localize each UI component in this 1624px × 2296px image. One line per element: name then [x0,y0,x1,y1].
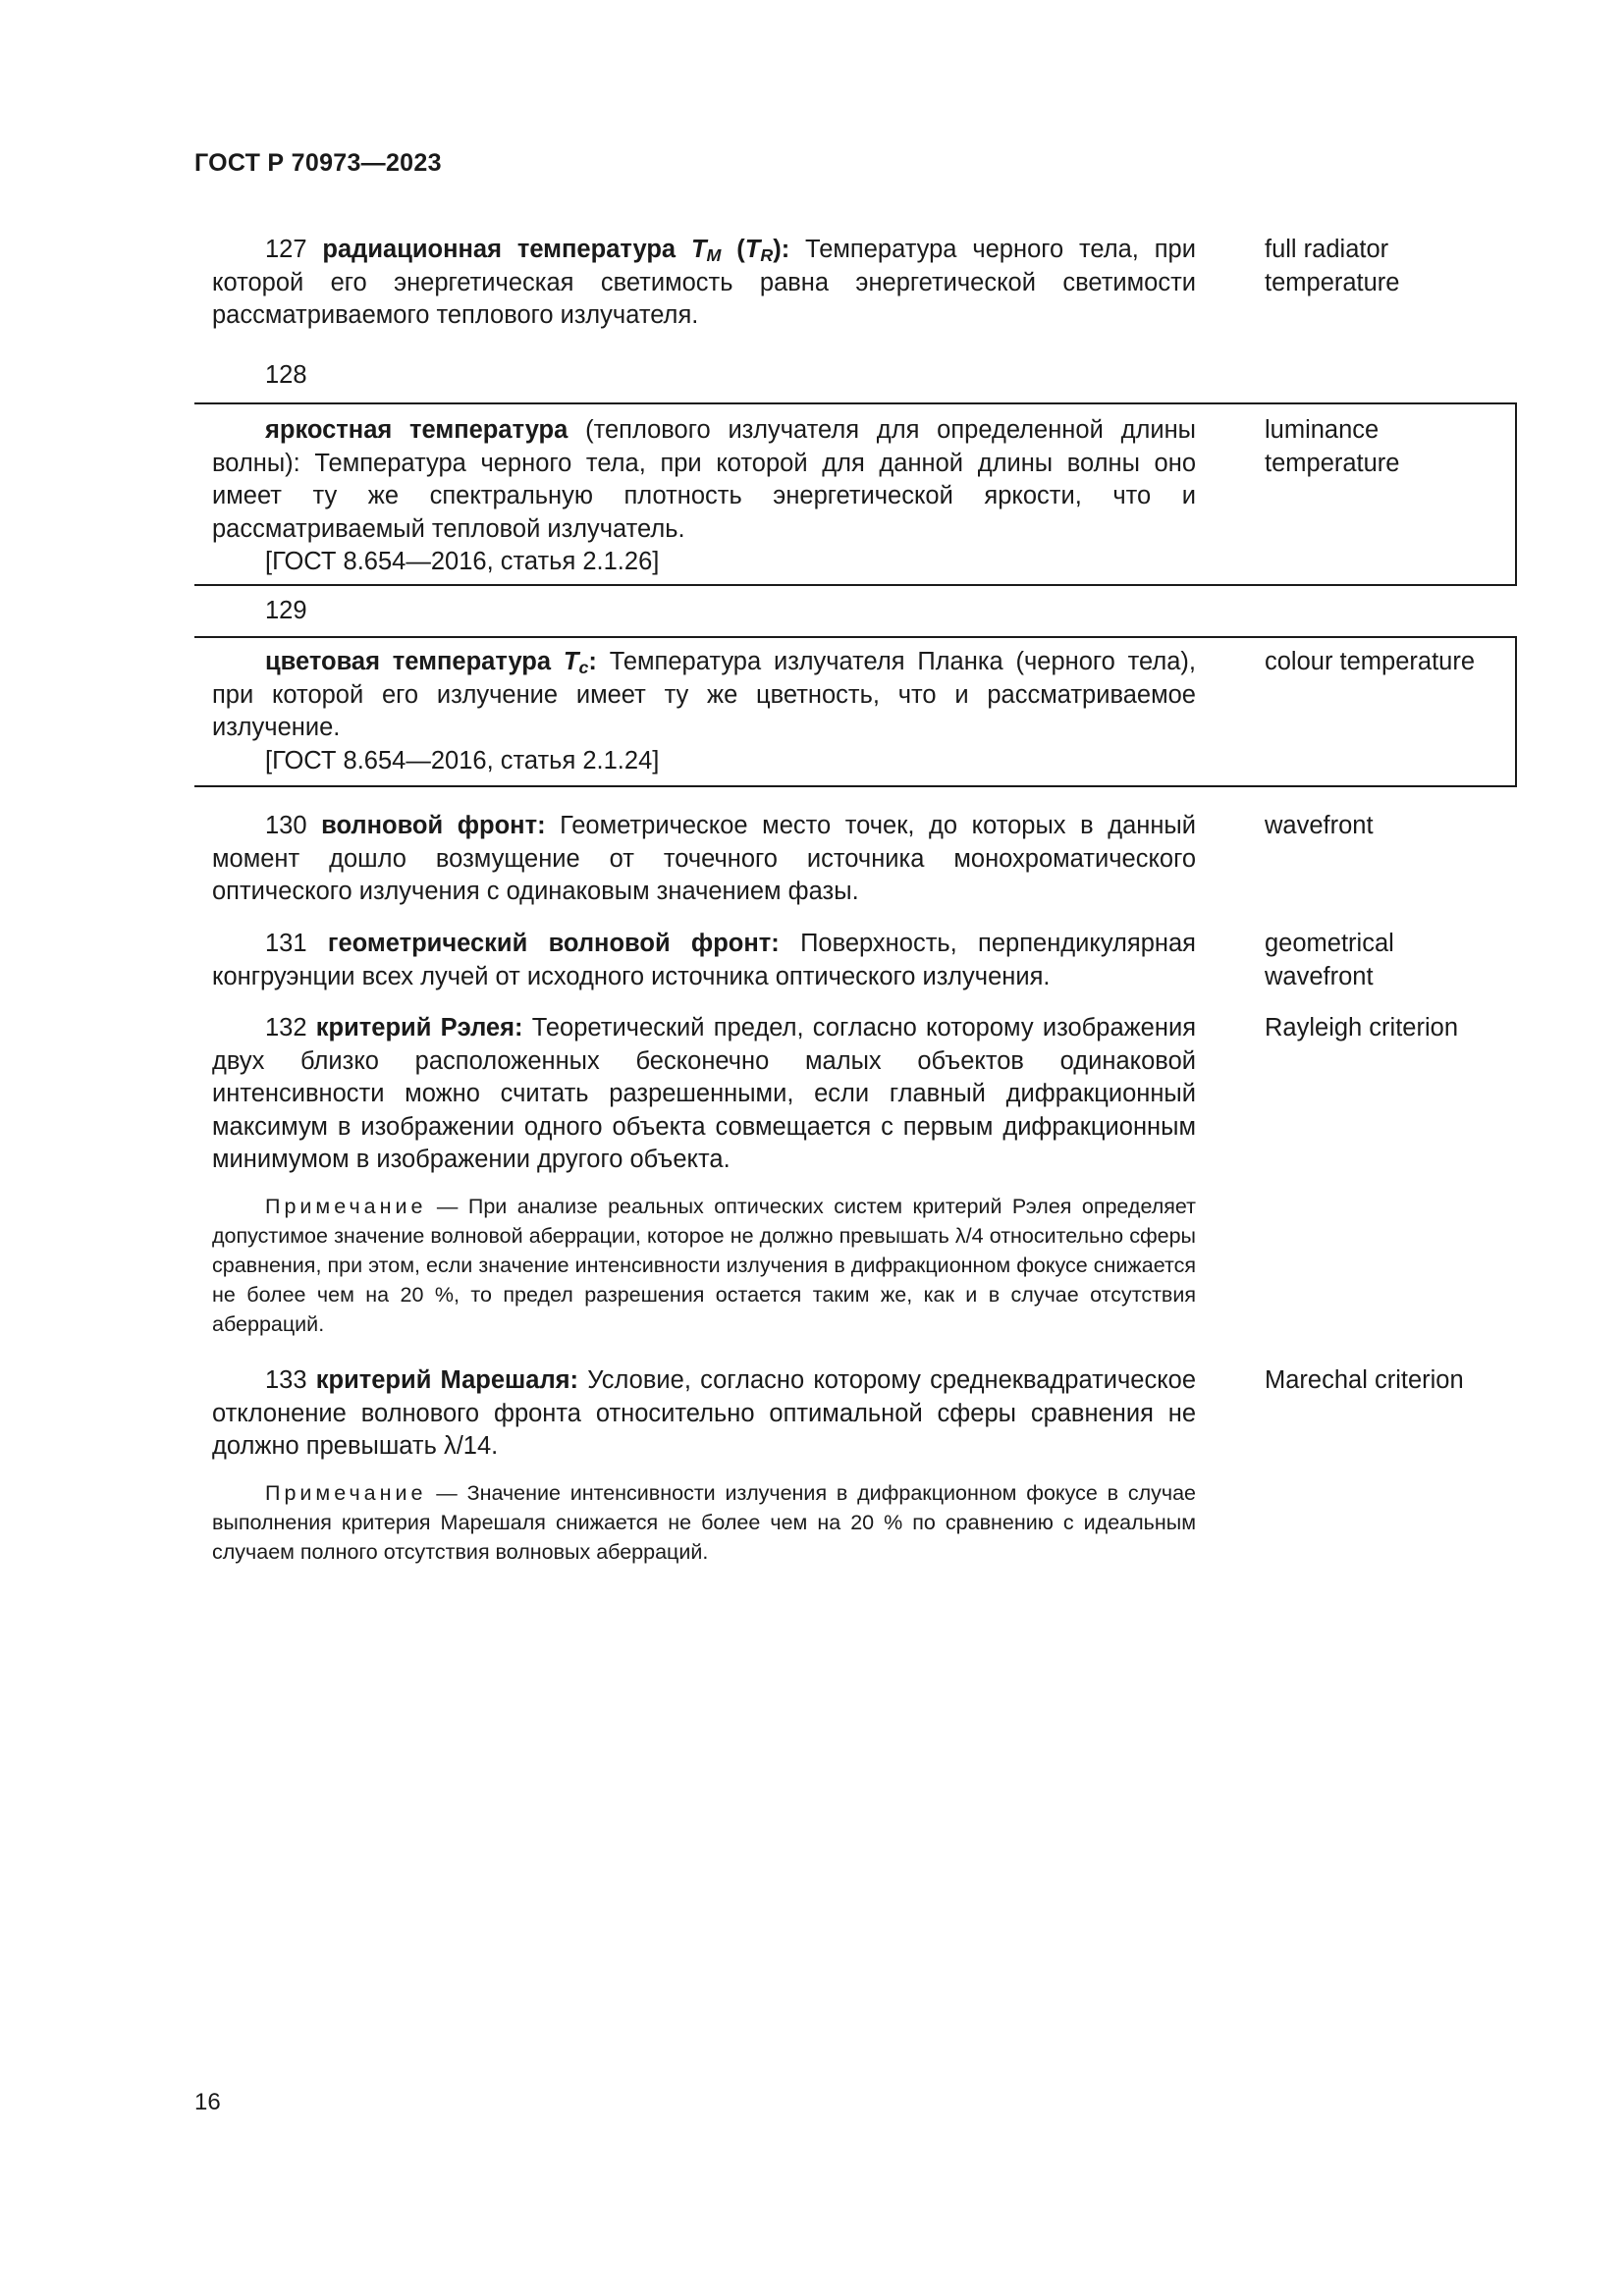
term-definition-ru [212,414,1196,579]
term-definition-ru [212,646,1196,777]
term-number-128: 128 [265,361,307,389]
term-name: цветовая температура [265,648,552,675]
term-definition-text: Поверхность, перпендикулярная конгруэнции всех лучей от исходного источника оптического излучения. [212,930,1196,990]
term-name: яркостная температура [265,416,568,444]
note-dash: — [436,1195,459,1218]
term-english-line: Marechal criterion [1265,1366,1464,1394]
term-english-line: luminance [1265,416,1380,444]
term-number: 132 [265,1014,307,1041]
term-source: [ГОСТ 8.654—2016, статья 2.1.24] [265,746,660,774]
term-number-129: 129 [265,597,307,624]
term-symbol-paren-close: ): [773,236,790,263]
term-entry-130 [212,810,1514,908]
term-english [1265,1364,1520,1398]
term-note-133 [212,1478,1196,1567]
term-name: критерий Рэлея: [315,1014,523,1041]
term-name: радиационная температура [322,236,677,263]
term-entry-133 [212,1364,1514,1463]
term-english [1265,234,1520,299]
term-english-line: wavefront [1265,962,1374,990]
note-text: При анализе реальных оптических систем критерий Рэлея определяет допустимое значение волновой аберрации, которое не должно превышать λ/4 относительно сферы сравнения, при этом, если значение интенсивности излучения в дифракционном фокусе снижается не более чем на 20 %, то предел разрешения остается таким же, как и в случае отсутствия аберраций. [212,1195,1196,1336]
term-entry-129-boxed [194,636,1517,787]
term-symbol-sub: M [706,245,722,265]
term-number: 127 [265,236,307,263]
term-entry-131 [212,928,1514,996]
term-definition-text: Температура черного тела, при которой его энергетическая светимость равна энергетической светимости рассматриваемого теплового излучателя. [212,236,1196,329]
term-english [1265,810,1520,843]
term-english [1265,646,1520,679]
term-english-line: temperature [1265,268,1400,296]
note-dash: — [436,1481,458,1505]
term-entry-128-boxed [194,402,1517,586]
term-number: 130 [265,812,307,839]
term-definition-ru [212,1364,1196,1464]
term-number: 131 [265,930,307,957]
term-symbol-paren: ( [736,236,745,263]
term-english [1265,414,1520,480]
term-entry-127 [212,234,1514,332]
term-english-line: geometrical [1265,930,1394,957]
term-source: [ГОСТ 8.654—2016, статья 2.1.26] [265,548,660,575]
term-definition-text: (теплового излучателя для определенной длины волны): Температура черного тела, при которой для данной длины волны оно имеет ту же спектральную плотность энергетической яркости, что и рассматриваемый тепловой излучатель. [212,416,1196,543]
term-english-line: colour temperature [1265,648,1476,675]
term-note-132 [212,1192,1196,1339]
term-name: критерий Марешаля: [315,1366,579,1394]
term-name: геометрический волновой фронт: [327,930,780,957]
term-definition-ru [212,234,1196,333]
term-symbol-sub: c [578,658,589,677]
term-symbol: T [690,236,707,263]
note-label: Примечание [265,1195,427,1218]
term-english-line: wavefront [1265,812,1374,839]
term-entry-132 [212,1012,1514,1179]
term-definition-text: Теоретический предел, согласно которому изображения двух близко расположенных бесконечно малых объектов одинаковой интенсивности можно считать разрешенными, если главный дифракционный максимум в изображении одного объекта совмещается с первым дифракционным минимумом в изображении другого объекта. [212,1014,1196,1173]
term-english-line: temperature [1265,449,1400,477]
term-number: 133 [265,1366,307,1394]
note-label: Примечание [265,1481,427,1505]
term-definition-ru [212,810,1196,909]
term-colon: : [588,648,597,675]
term-english [1265,1012,1520,1045]
term-definition-text: Геометрическое место точек, до которых в данный момент дошло возмущение от точечного источника монохроматического оптического излучения с одинаковым значением фазы. [212,812,1196,905]
term-symbol-alt-sub: R [760,245,774,265]
term-definition-ru [212,928,1196,993]
term-name: волновой фронт: [321,812,546,839]
term-english [1265,928,1520,993]
term-english-line: Rayleigh criterion [1265,1014,1459,1041]
term-symbol: T [563,648,579,675]
term-symbol-alt: T [744,236,761,263]
document-header: ГОСТ Р 70973—2023 [194,149,442,177]
term-definition-text: Условие, согласно которому среднеквадратическое отклонение волнового фронта относительно оптимальной сферы сравнения не должно превышать λ/14. [212,1366,1197,1460]
note-text: Значение интенсивности излучения в дифракционном фокусе в случае выполнения критерия Марешаля снижается не более чем на 20 % по сравнению с идеальным случаем полного отсутствия волновых аберраций. [212,1481,1196,1564]
term-definition-text: Температура излучателя Планка (черного тела), при которой его излучение имеет ту же цветность, что и рассматриваемое излучение. [212,648,1197,741]
page-number: 16 [194,2089,221,2115]
term-english-line: full radiator [1265,236,1389,263]
term-definition-ru [212,1012,1196,1177]
